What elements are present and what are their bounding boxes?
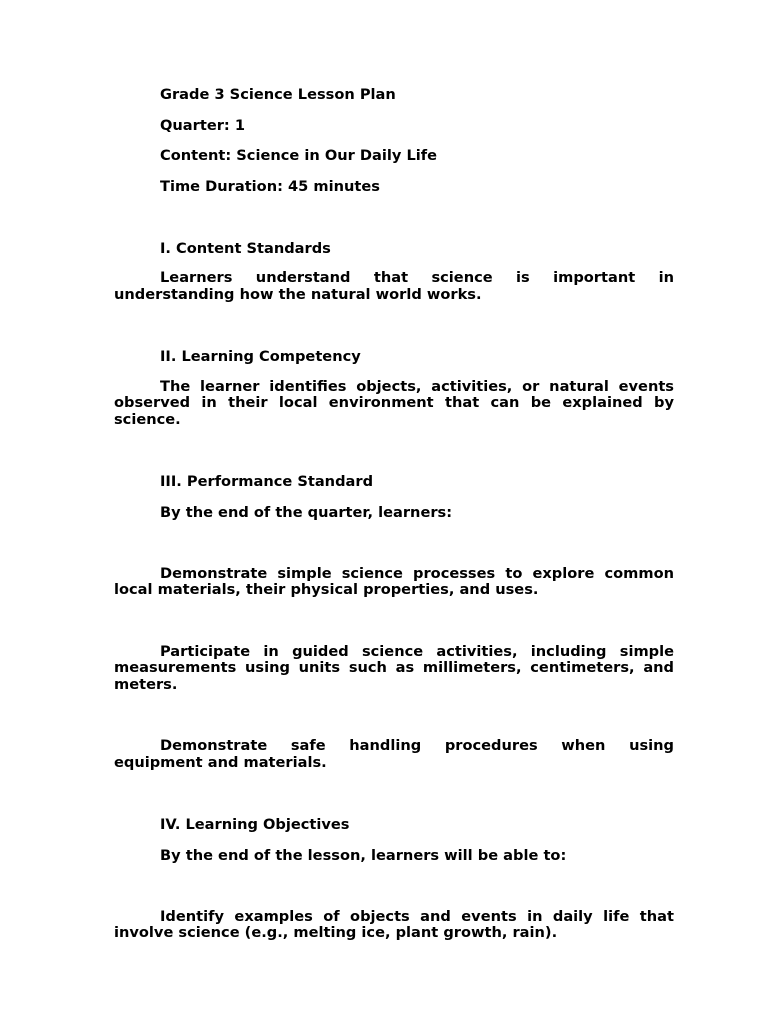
learning-objectives-intro: By the end of the lesson, learners will be able to: bbox=[160, 846, 567, 864]
document-page bbox=[114, 86, 674, 942]
performance-standard-item: Participate in guided science activities, including simple measurements using units such as millimeters, centimeters, and meters. bbox=[114, 642, 674, 693]
performance-standard-item: Demonstrate simple science processes to explore common local materials, their physical properties, and uses. bbox=[114, 564, 674, 598]
learning-competency-heading: II. Learning Competency bbox=[160, 348, 361, 365]
document-title: Grade 3 Science Lesson Plan bbox=[160, 86, 396, 103]
quarter-label: Quarter: 1 bbox=[160, 116, 245, 134]
learning-competency-text: The learner identifies objects, activities, or natural events observed in their local environment that can be explained by science. bbox=[114, 377, 674, 428]
content-standards-text: Learners understand that science is important in understanding how the natural world works. bbox=[114, 269, 674, 303]
learning-objectives-heading: IV. Learning Objectives bbox=[160, 816, 350, 833]
performance-standard-item: Demonstrate safe handling procedures when using equipment and materials. bbox=[114, 737, 674, 771]
content-standards-heading: I. Content Standards bbox=[160, 239, 331, 257]
performance-standard-heading: III. Performance Standard bbox=[160, 473, 374, 490]
duration-label: Time Duration: 45 minutes bbox=[160, 177, 380, 195]
performance-standard-intro: By the end of the quarter, learners: bbox=[160, 503, 453, 521]
learning-objective-item: Identify examples of objects and events in daily life that involve science (e.g., melting ice, plant growth, rain). bbox=[114, 907, 674, 941]
content-label: Content: Science in Our Daily Life bbox=[160, 147, 438, 164]
